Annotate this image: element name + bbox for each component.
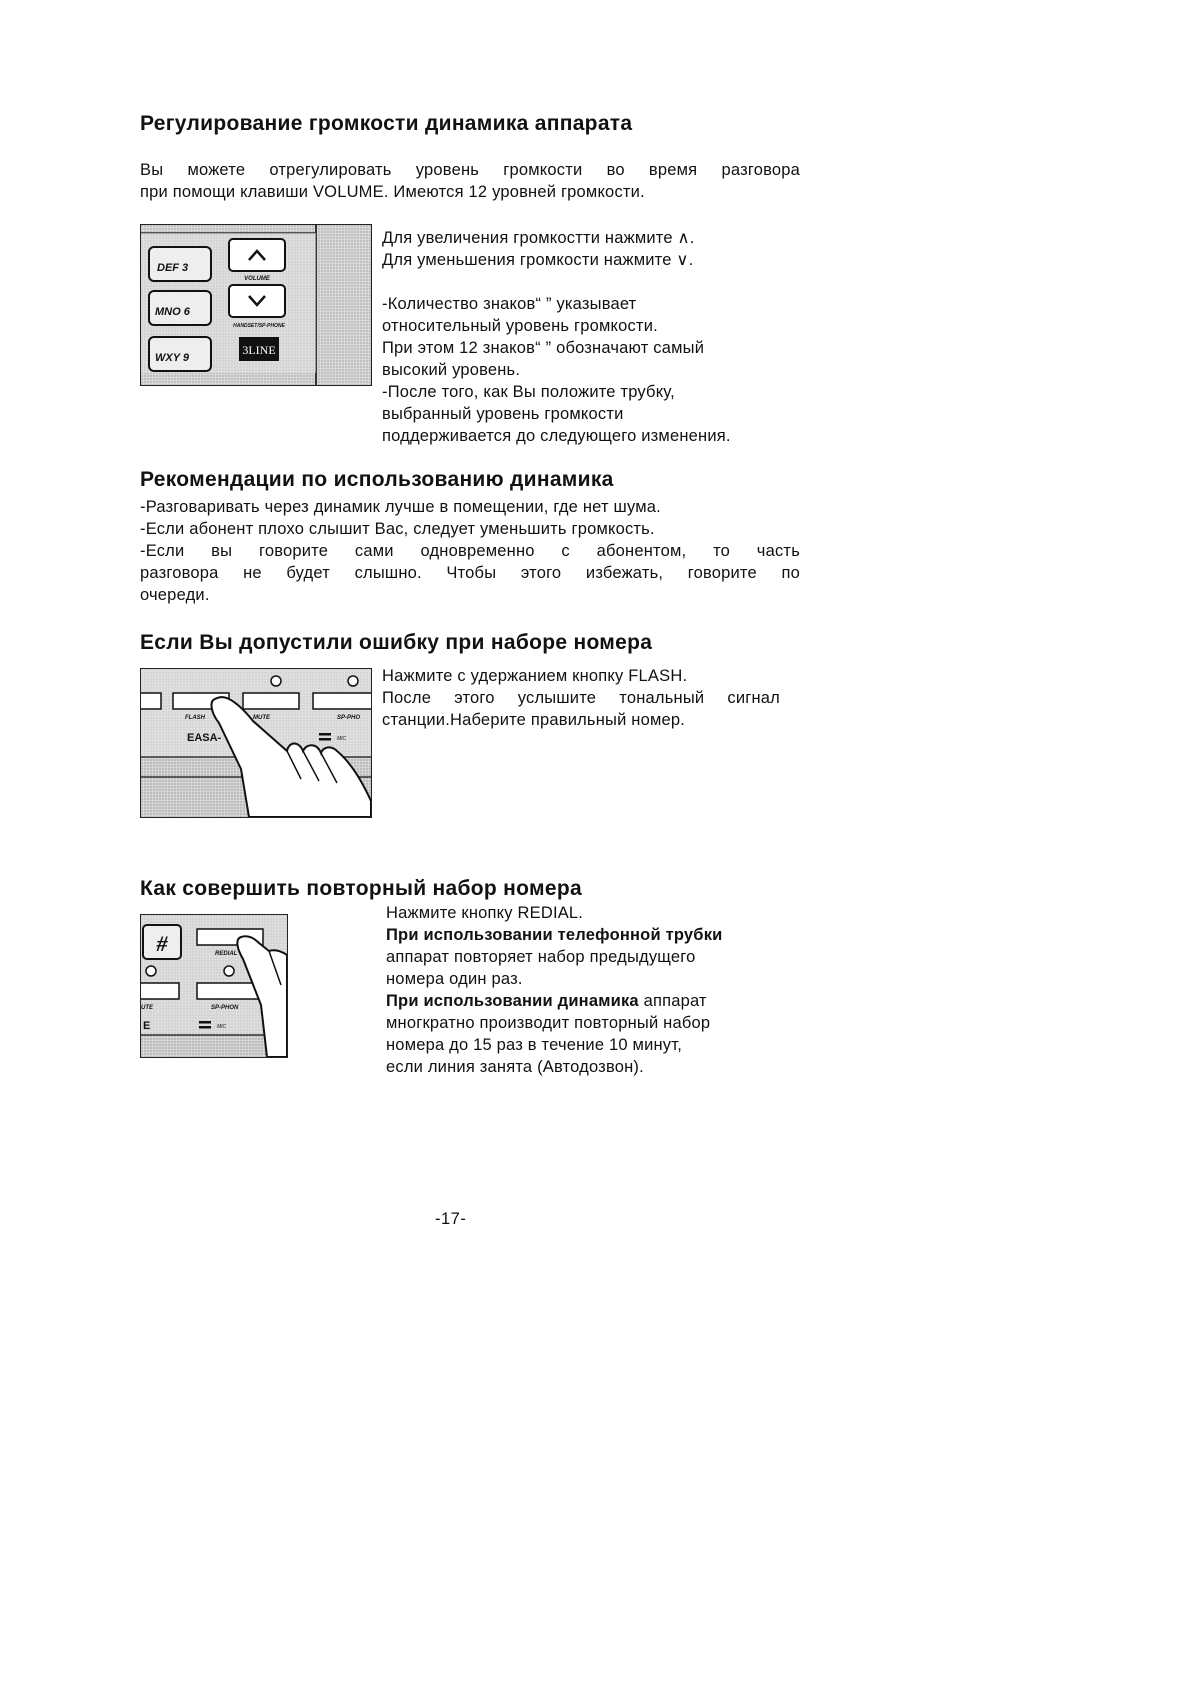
- section-title-tips: Рекомендации по использованию динамика: [140, 468, 614, 491]
- tips-line: -Разговаривать через динамик лучше в помещении, где нет шума.: [140, 498, 661, 516]
- page-number: -17-: [435, 1210, 467, 1228]
- key-wxy-9: [149, 337, 211, 371]
- volume-up-key: [229, 239, 285, 271]
- volume-instructions: [382, 227, 812, 447]
- redial-line: номера до 15 раз в течение 10 минут,: [386, 1036, 682, 1054]
- redial-bold-speaker: [386, 990, 800, 1012]
- key-mno-6-label: MNO 6: [155, 306, 190, 318]
- tips-line: -Если абонент плохо слышит Вас, следует уменьшить громкость.: [140, 520, 655, 538]
- hash-key: [143, 925, 181, 959]
- volume-instruction-line: поддерживается до следующего изменения.: [382, 427, 731, 445]
- key-def-3-label: DEF 3: [157, 262, 189, 274]
- mute-label-partial: UTE: [141, 1005, 153, 1011]
- section-title-volume: Регулирование громкости динамика аппарата: [140, 112, 633, 135]
- flash-label: FLASH: [185, 715, 205, 721]
- volume-instruction-line: Для увеличения громкоcтти нажмите ∧.: [382, 229, 695, 247]
- redial-button-figure: [140, 914, 288, 1058]
- volume-instruction-line: выбранный уровень громкости: [382, 405, 624, 423]
- redial-bold-handset-text: При использовании телефонной трубки: [386, 926, 723, 944]
- section-title-redial: Как совершить повторный набор номера: [140, 877, 582, 900]
- tips-text: [140, 496, 800, 606]
- mistake-line: станции.Наберите правильный номер.: [382, 711, 686, 729]
- redial-instructions: [386, 902, 800, 1078]
- redial-bold-speaker-text: При использовании динамика: [386, 992, 639, 1010]
- volume-instruction-line: высокий уровень.: [382, 361, 521, 379]
- tips-line: очереди.: [140, 586, 210, 604]
- redial-line: Нажмите кнопку REDIAL.: [386, 904, 584, 922]
- redial-line: номера один раз.: [386, 970, 523, 988]
- volume-keys-figure: [140, 224, 372, 386]
- redial-line: если линия занята (Автодозвон).: [386, 1058, 644, 1076]
- handset-sp-phone-label: HANDSET/SP-PHONE: [233, 323, 285, 329]
- volume-keys-drawing: [141, 225, 371, 385]
- key-mno-6: [149, 291, 211, 325]
- volume-label: VOLUME: [244, 276, 270, 282]
- volume-intro: [140, 159, 800, 203]
- hash-icon: #: [156, 931, 168, 956]
- redial-button-drawing: [141, 915, 287, 1057]
- volume-instruction-line: -После того, как Вы положите трубку,: [382, 383, 675, 401]
- mute-label: MUTE: [253, 715, 270, 721]
- tips-line: -Если вы говорите сами одновременно с абонентом, то часть: [140, 542, 800, 560]
- mic-label: MIC: [337, 736, 347, 742]
- sp-phone-label-partial: SP-PHON: [211, 1005, 239, 1011]
- brand-label-partial: E: [143, 1020, 151, 1032]
- redial-line: аппарат повторяет набор предыдущего: [386, 948, 696, 966]
- mistake-line: Нажмите с удержанием кнопку FLASH.: [382, 667, 688, 685]
- volume-instruction-line: относительный уровень громкости.: [382, 317, 658, 335]
- key-wxy-9-label: WXY 9: [155, 352, 190, 364]
- volume-intro-line: Вы можете отрегулировать уровень громкости во время разговора: [140, 161, 800, 179]
- line-button: [239, 337, 279, 361]
- redial-bold-speaker-tail: аппарат: [638, 992, 707, 1010]
- flash-button-figure: [140, 668, 372, 818]
- flash-button-drawing: [141, 669, 371, 817]
- volume-instruction-line: -Количество знаков“ ” указывает: [382, 295, 637, 313]
- volume-instruction-line: Для уменьшения громкости нажмите ∨.: [382, 251, 694, 269]
- volume-down-key: [229, 285, 285, 317]
- key-def-3: [149, 247, 211, 281]
- volume-instruction-line: При этом 12 знаков“ ” обозначают самый: [382, 339, 705, 357]
- redial-bold-handset: [386, 924, 800, 946]
- section-title-mistake: Если Вы допустили ошибку при наборе номера: [140, 631, 653, 654]
- mic-label-partial: MIC: [217, 1024, 227, 1030]
- redial-label: REDIAL: [215, 951, 238, 957]
- tips-line: разговора не будет слышно. Чтобы этого избежать, говорите по: [140, 564, 800, 582]
- redial-line: многкратно производит повторный набор: [386, 1014, 711, 1032]
- volume-intro-line: при помощи клавиши VOLUME. Имеются 12 уровней громкости.: [140, 183, 645, 201]
- mistake-line: После этого услышите тональный сигнал: [382, 689, 780, 707]
- sp-phone-label: SP-PHO: [337, 715, 361, 721]
- line-button-label: 3LINE: [242, 343, 276, 357]
- mistake-instructions: [382, 665, 780, 731]
- brand-label: EASA-: [187, 732, 222, 744]
